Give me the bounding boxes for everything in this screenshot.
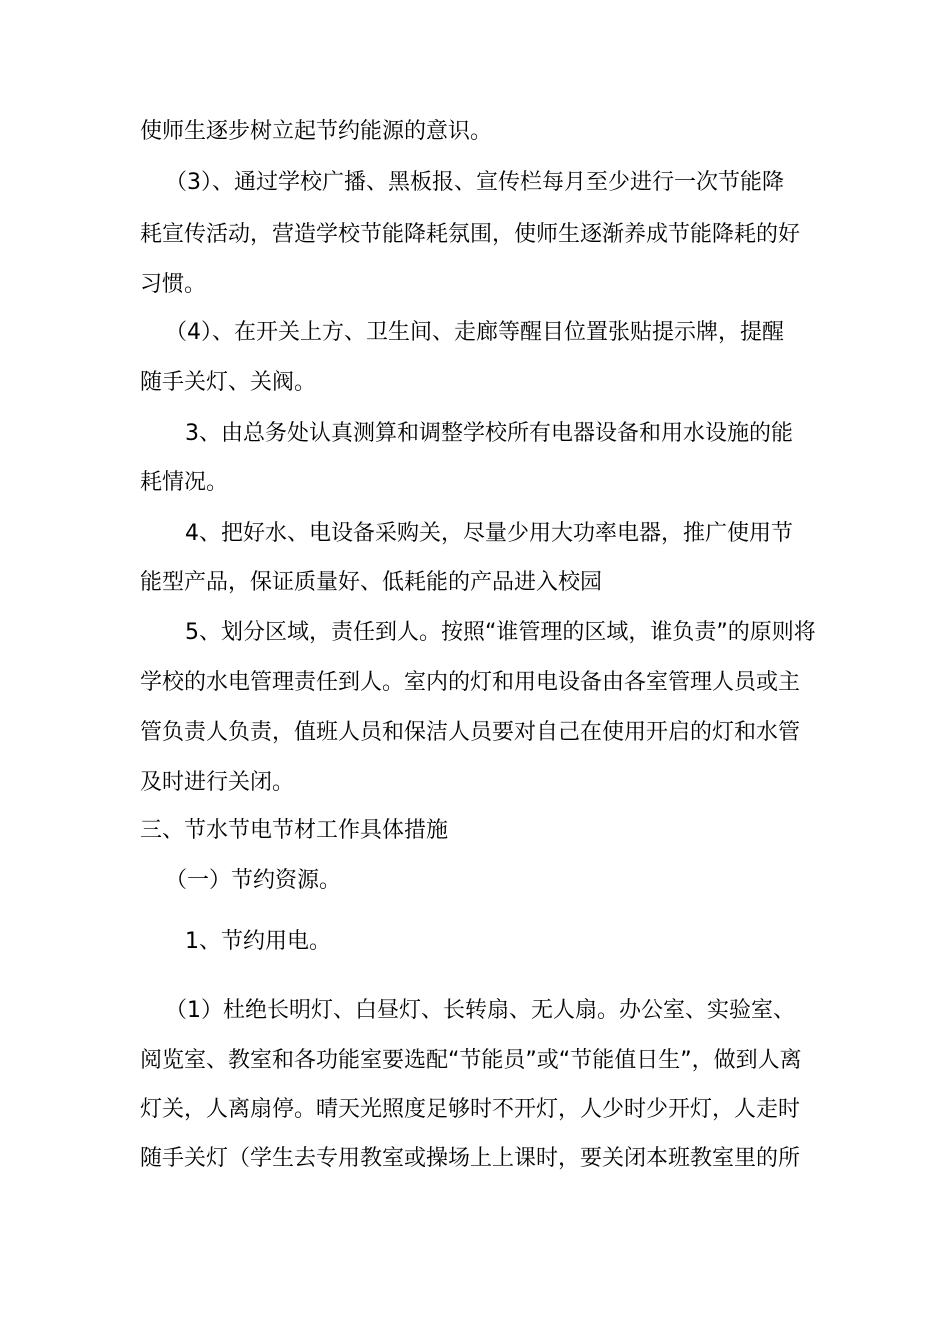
text-line: 使师生逐步树立起节约能源的意识。 — [140, 119, 493, 144]
text-line: 耗宣传活动，营造学校节能降耗氛围，使师生逐渐养成节能降耗的好 — [140, 222, 801, 247]
text-line: 耗情况。 — [140, 470, 229, 495]
text-line: 4、把好水、电设备采购关，尽量少用大功率电器，推广使用节 — [185, 521, 793, 546]
text-line: 习惯。 — [140, 272, 207, 297]
text-line: 随手关灯（学生去专用教室或操场上上课时，要关闭本班教室里的所 — [140, 1146, 801, 1171]
item-heading: 1、节约用电。 — [185, 929, 331, 954]
text-line: 能型产品，保证质量好、低耗能的产品进入校园 — [140, 570, 603, 595]
text-line: （3）、通过学校广播、黑板报、宣传栏每月至少进行一次节能降 — [165, 170, 784, 195]
text-line: 及时进行关闭。 — [140, 770, 295, 795]
text-line: （1）杜绝长明灯、白昼灯、长转扇、无人扇。办公室、实验室、 — [165, 998, 795, 1023]
text-line: 管负责人负责，值班人员和保洁人员要对自己在使用开启的灯和水管 — [140, 720, 801, 745]
text-line: 阅览室、教室和各功能室要选配“节能员”或“节能值日生”，做到人离 — [140, 1048, 802, 1073]
text-line: 5、划分区域，责任到人。按照“谁管理的区域，谁负责”的原则将 — [185, 620, 816, 645]
text-line: 随手关灯、关阀。 — [140, 370, 317, 395]
subsection-heading: （一）节约资源。 — [165, 868, 342, 893]
text-line: 学校的水电管理责任到人。室内的灯和用电设备由各室管理人员或主 — [140, 670, 801, 695]
section-heading: 三、节水节电节材工作具体措施 — [140, 818, 449, 843]
text-line: 3、由总务处认真测算和调整学校所有电器设备和用水设施的能 — [185, 421, 793, 446]
text-line: 灯关，人离扇停。晴天光照度足够时不开灯，人少时少开灯，人走时 — [140, 1097, 801, 1122]
text-line: （4）、在开关上方、卫生间、走廊等醒目位置张贴提示牌，提醒 — [165, 320, 784, 345]
